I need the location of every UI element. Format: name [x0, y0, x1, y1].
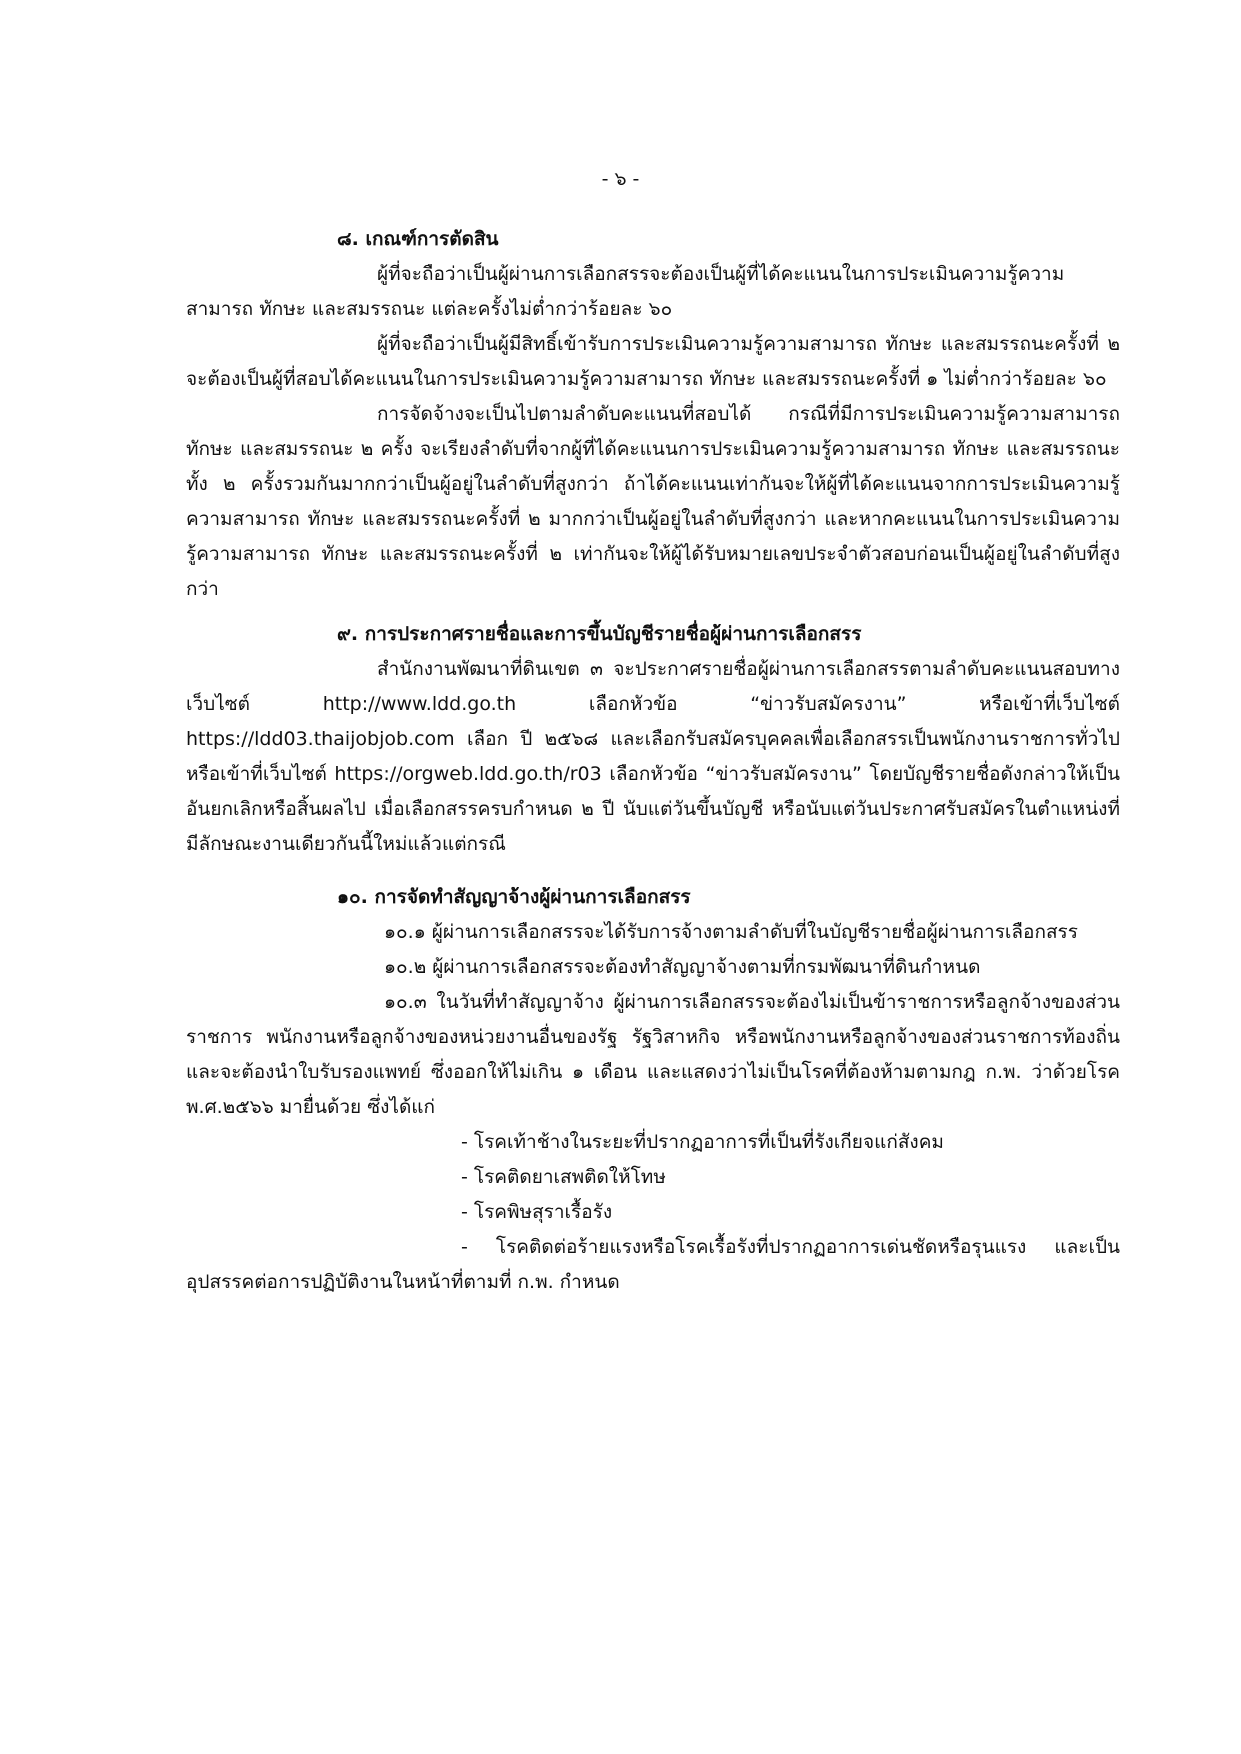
section-8: [186, 222, 1120, 607]
disease-list-item: - โรคเท้าช้างในระยะที่ปรากฏอาการที่เป็นที่รังเกียจแก่สังคม: [461, 1131, 944, 1153]
disease-list-item: - โรคติดยาเสพติดให้โทษ: [461, 1166, 666, 1188]
section-10: [186, 880, 1120, 1300]
page-number: - ๖ -: [601, 168, 640, 190]
section-10-item-3: ๑๐.๓ ในวันที่ทำสัญญาจ้าง ผู้ผ่านการเลือกสรรจะต้องไม่เป็นข้าราชการหรือลูกจ้างของส่วนราชการ พนักงานหรือลูกจ้างของหน่วยงานอื่นของรัฐ รัฐวิสาหกิจ หรือพนักงานหรือลูกจ้างของส่วนราชการท้องถิ่น และจะต้องนำใบรับรองแพทย์ ซึ่งออกให้ไม่เกิน ๑ เดือน และแสดงว่าไม่เป็นโรคที่ต้องห้ามตามกฎ ก.พ. ว่าด้วยโรค พ.ศ.๒๕๖๖ มายื่นด้วย ซึ่งได้แก่: [186, 991, 1120, 1118]
disease-list-item: - โรคติดต่อร้ายแรงหรือโรคเรื้อรังที่ปรากฏอาการเด่นชัดหรือรุนแรง และเป็นอุปสรรคต่อการปฏิบัติงานในหน้าที่ตามที่ ก.พ. กำหนด: [186, 1236, 1120, 1293]
section-8-heading: ๘. เกณฑ์การตัดสิน: [337, 228, 499, 250]
section-10-heading: ๑๐. การจัดทำสัญญาจ้างผู้ผ่านการเลือกสรร: [337, 886, 691, 908]
section-8-paragraph-1: ผู้ที่จะถือว่าเป็นผู้ผ่านการเลือกสรรจะต้องเป็นผู้ที่ได้คะแนนในการประเมินความรู้ความสามารถ ทักษะ และสมรรถนะ แต่ละครั้งไม่ต่ำกว่าร้อยละ ๖๐: [186, 263, 1065, 320]
disease-list-item: - โรคพิษสุราเรื้อรัง: [461, 1201, 613, 1223]
document-body: [186, 222, 1120, 1300]
section-10-item-1: ๑๐.๑ ผู้ผ่านการเลือกสรรจะได้รับการจ้างตามลำดับที่ในบัญชีรายชื่อผู้ผ่านการเลือกสรร: [384, 921, 1078, 943]
section-9-paragraph-1: สำนักงานพัฒนาที่ดินเขต ๓ จะประกาศรายชื่อผู้ผ่านการเลือกสรรตามลำดับคะแนนสอบทางเว็บไซต์ http://www.ldd.go.th เลือกหัวข้อ “ข่าวรับสมัครงาน” หรือเข้าที่เว็บไซต์ https://ldd03.thaijobjob.com เลือก ปี ๒๕๖๘ และเลือกรับสมัครบุคคลเพื่อเลือกสรรเป็นพนักงานราชการทั่วไป หรือเข้าที่เว็บไซต์ https://orgweb.ldd.go.th/r03 เลือกหัวข้อ “ข่าวรับสมัครงาน” โดยบัญชีรายชื่อดังกล่าวให้เป็นอันยกเลิกหรือสิ้นผลไป เมื่อเลือกสรรครบกำหนด ๒ ปี นับแต่วันขึ้นบัญชี หรือนับแต่วันประกาศรับสมัครในตำแหน่งที่มีลักษณะงานเดียวกันนี้ใหม่แล้วแต่กรณี: [186, 658, 1120, 855]
section-8-paragraph-3: การจัดจ้างจะเป็นไปตามลำดับคะแนนที่สอบได้ กรณีที่มีการประเมินความรู้ความสามารถ ทักษะ และสมรรถนะ ๒ ครั้ง จะเรียงลำดับที่จากผู้ที่ได้คะแนนการประเมินความรู้ความสามารถ ทักษะ และสมรรถนะ ทั้ง ๒ ครั้งรวมกันมากกว่าเป็นผู้อยู่ในลำดับที่สูงกว่า ถ้าได้คะแนนเท่ากันจะให้ผู้ที่ได้คะแนนจากการประเมินความรู้ความสามารถ ทักษะ และสมรรถนะครั้งที่ ๒ มากกว่าเป็นผู้อยู่ในลำดับที่สูงกว่า และหากคะแนนในการประเมินความรู้ความสามารถ ทักษะ และสมรรถนะครั้งที่ ๒ เท่ากันจะให้ผู้ได้รับหมายเลขประจำตัวสอบก่อนเป็นผู้อยู่ในลำดับที่สูงกว่า: [186, 403, 1120, 600]
section-10-item-2: ๑๐.๒ ผู้ผ่านการเลือกสรรจะต้องทำสัญญาจ้างตามที่กรมพัฒนาที่ดินกำหนด: [384, 956, 981, 978]
section-8-paragraph-2: ผู้ที่จะถือว่าเป็นผู้มีสิทธิ์เข้ารับการประเมินความรู้ความสามารถ ทักษะ และสมรรถนะครั้งที่ ๒ จะต้องเป็นผู้ที่สอบได้คะแนนในการประเมินความรู้ความสามารถ ทักษะ และสมรรถนะครั้งที่ ๑ ไม่ต่ำกว่าร้อยละ ๖๐: [186, 333, 1120, 390]
section-9-heading: ๙. การประกาศรายชื่อและการขึ้นบัญชีรายชื่อผู้ผ่านการเลือกสรร: [337, 623, 862, 645]
section-9: [186, 617, 1120, 862]
